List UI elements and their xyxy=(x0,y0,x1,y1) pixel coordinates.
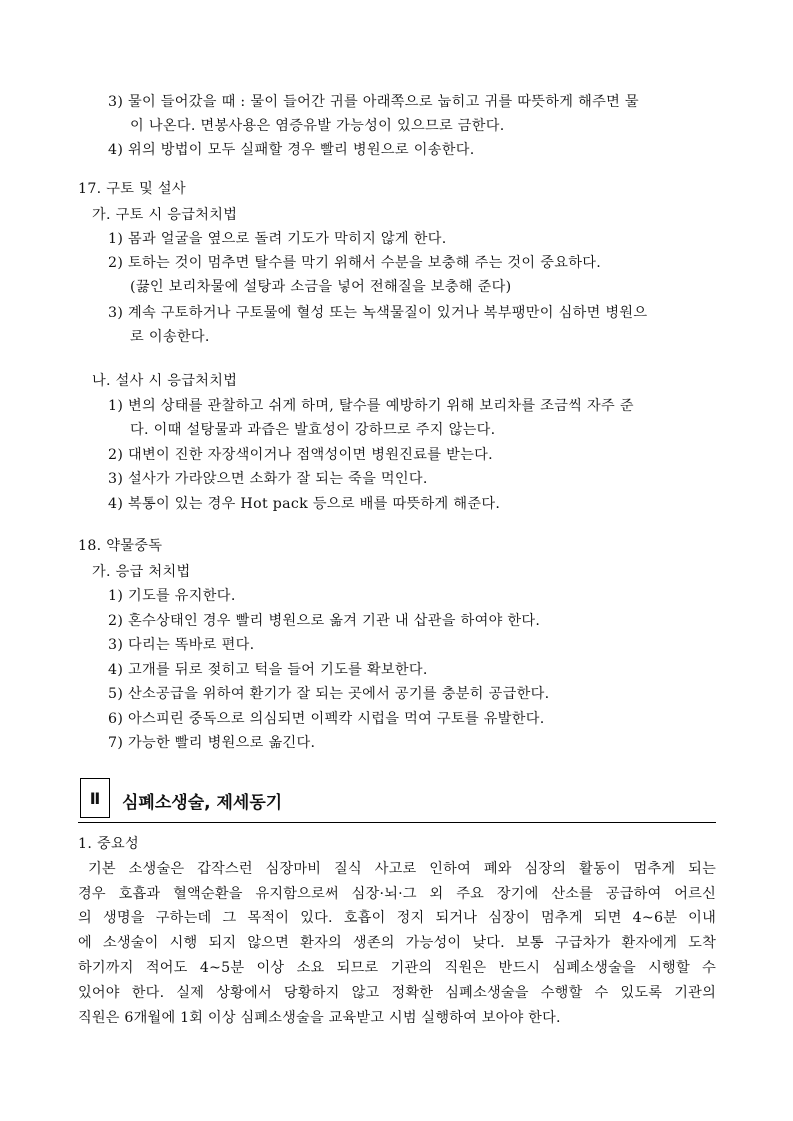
vomit-item-2: 2) 토하는 것이 멈추면 탈수를 막기 위해서 수분을 보충해 주는 것이 중요하다. xyxy=(108,255,602,271)
poison-item-1: 1) 기도를 유지한다. xyxy=(108,588,236,604)
item-water-ear: 3) 물이 들어갔을 때 : 물이 들어간 귀를 아래쪽으로 눕히고 귀를 따뜻하게 해주면 물 xyxy=(108,94,639,110)
poison-item-6: 6) 아스피린 중독으로 의심되면 이펙칵 시럽을 먹여 구토를 유발한다. xyxy=(108,711,545,727)
paragraph-line-1: 기본 소생술은 갑작스런 심장마비 질식 사고로 인하여 폐와 심장의 활동이 멈추게 되는 xyxy=(88,861,716,877)
chapter-header xyxy=(78,776,716,823)
diarrhea-item-1: 1) 변의 상태를 관찰하고 쉬게 하며, 탈수를 예방하기 위해 보리차를 조금씩 자주 준 xyxy=(108,398,634,414)
paragraph-line-3: 의 생명을 구하는데 그 목적이 있다. 호흡이 정지 되거나 심장이 멈추게 되면 4~6분 이내 xyxy=(78,910,716,926)
diarrhea-item-2: 2) 대변이 진한 자장색이거나 점액성이면 병원진료를 받는다. xyxy=(108,447,493,463)
paragraph-line-5: 하기까지 적어도 4~5분 이상 소요 되므로 기관의 직원은 반드시 심폐소생술을 시행할 수 xyxy=(78,960,717,976)
paragraph-line-7: 직원은 6개월에 1회 이상 심폐소생술을 교육받고 시범 실행하여 보아야 한다. xyxy=(78,1010,561,1026)
diarrhea-item-1-cont: 다. 이때 설탕물과 과즙은 발효성이 강하므로 주지 않는다. xyxy=(130,422,496,438)
paragraph-line-6: 있어야 한다. 실제 상황에서 당황하지 않고 정확한 심폐소생술을 수행할 수 있도록 기관의 xyxy=(78,985,716,1001)
poison-item-5: 5) 산소공급을 위하여 환기가 잘 되는 곳에서 공기를 충분히 공급한다. xyxy=(108,686,550,702)
vomit-item-3: 3) 계속 구토하거나 구토물에 혈성 또는 녹색물질이 있거나 복부팽만이 심하면 병원으 xyxy=(108,305,648,321)
subsection-heading-diarrhea: 나. 설사 시 응급처치법 xyxy=(92,373,238,389)
poison-item-3: 3) 다리는 똑바로 편다. xyxy=(108,637,255,653)
subsection-heading-poison: 가. 응급 처치법 xyxy=(92,564,191,580)
paragraph-line-4: 에 소생술이 시행 되지 않으면 환자의 생존의 가능성이 낮다. 보통 구급차가 환자에게 도착 xyxy=(78,935,716,951)
vomit-item-2-note: (끓인 보리차물에 설탕과 소금을 넣어 전해질을 보충해 준다) xyxy=(130,279,512,295)
section-heading-17: 17. 구토 및 설사 xyxy=(78,181,186,197)
vomit-item-1: 1) 몸과 얼굴을 옆으로 돌려 기도가 막히지 않게 한다. xyxy=(108,231,447,247)
subsection-heading-vomit: 가. 구토 시 응급처치법 xyxy=(92,207,238,223)
vomit-item-3-cont: 로 이송한다. xyxy=(130,329,210,345)
poison-item-4: 4) 고개를 뒤로 젖히고 턱을 들어 기도를 확보한다. xyxy=(108,662,428,678)
paragraph-line-2: 경우 호흡과 혈액순환을 유지함으로써 심장·뇌·그 외 주요 장기에 산소를 공급하여 어르신 xyxy=(78,886,716,902)
diarrhea-item-4: 4) 복통이 있는 경우 Hot pack 등으로 배를 따뜻하게 해준다. xyxy=(108,496,501,512)
subsection-heading-importance: 1. 중요성 xyxy=(78,836,139,852)
diarrhea-item-3: 3) 설사가 가라앉으면 소화가 잘 되는 죽을 먹인다. xyxy=(108,471,428,487)
item-hospital-transfer: 4) 위의 방법이 모두 실패할 경우 빨리 병원으로 이송한다. xyxy=(108,142,475,158)
chapter-title: 심폐소생술, 제세동기 xyxy=(122,793,283,813)
poison-item-7: 7) 가능한 빨리 병원으로 옮긴다. xyxy=(108,735,316,751)
section-heading-18: 18. 약물중독 xyxy=(78,538,163,554)
poison-item-2: 2) 혼수상태인 경우 빨리 병원으로 옮겨 기관 내 삽관을 하여야 한다. xyxy=(108,613,541,629)
chapter-number-box: Ⅱ xyxy=(80,778,110,818)
item-water-ear-cont: 이 나온다. 면봉사용은 염증유발 가능성이 있으므로 금한다. xyxy=(130,118,505,134)
